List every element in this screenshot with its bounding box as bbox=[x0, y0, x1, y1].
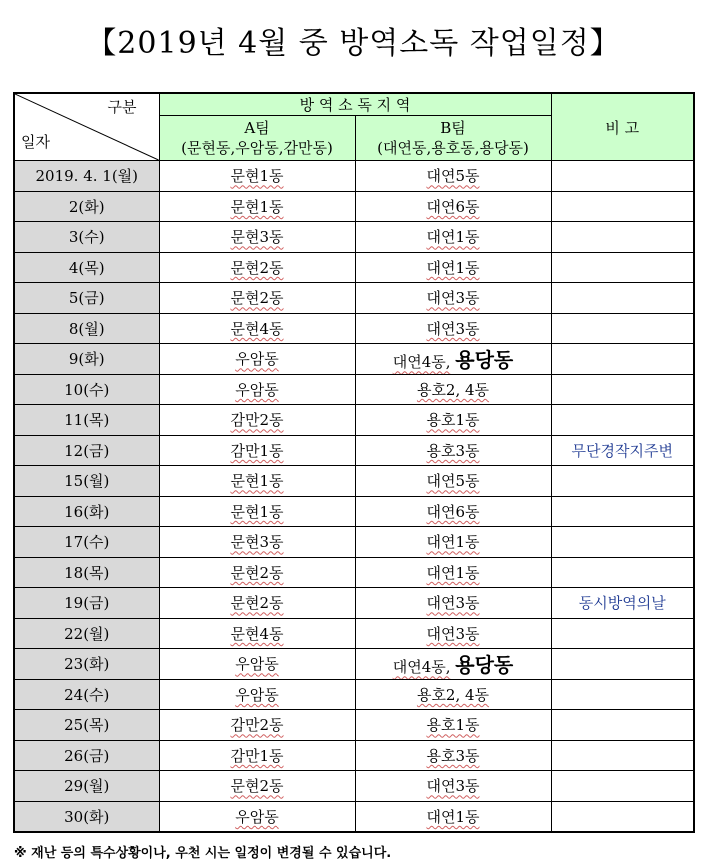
remarks-cell bbox=[551, 313, 694, 344]
team-a-area: 문현1동 bbox=[230, 472, 284, 491]
team-b-area: 대연3동 bbox=[426, 319, 480, 338]
team-a-cell bbox=[159, 222, 355, 253]
date-cell: 25(목) bbox=[14, 710, 159, 741]
team-a-cell bbox=[159, 527, 355, 558]
team-b-area: 용호2, 4동 bbox=[416, 380, 490, 399]
team-a-cell bbox=[159, 740, 355, 771]
table-row bbox=[14, 466, 694, 497]
team-b-cell bbox=[355, 710, 551, 741]
team-a-area: 문현2동 bbox=[230, 594, 284, 613]
table-row bbox=[14, 313, 694, 344]
date-cell: 10(수) bbox=[14, 374, 159, 405]
team-a-cell bbox=[159, 801, 355, 832]
date-cell: 15(월) bbox=[14, 466, 159, 497]
team-b-areas: (대연동,용호동,용당동) bbox=[377, 138, 529, 157]
team-b-area: 용호1동 bbox=[426, 411, 480, 430]
team-b-area: 대연6동 bbox=[426, 502, 480, 521]
team-a-cell bbox=[159, 679, 355, 710]
table-row bbox=[14, 588, 694, 619]
team-b-area: 용호1동 bbox=[426, 716, 480, 735]
date-cell: 2(화) bbox=[14, 191, 159, 222]
table-row bbox=[14, 161, 694, 192]
team-b-cell bbox=[355, 588, 551, 619]
table-row bbox=[14, 191, 694, 222]
team-b-area: 대연3동 bbox=[426, 289, 480, 308]
team-b-cell bbox=[355, 313, 551, 344]
team-a-cell bbox=[159, 496, 355, 527]
table-row bbox=[14, 710, 694, 741]
table-row bbox=[14, 557, 694, 588]
team-b-cell bbox=[355, 191, 551, 222]
team-a-area: 감만1동 bbox=[230, 746, 284, 765]
team-b-cell bbox=[355, 466, 551, 497]
team-a-cell bbox=[159, 435, 355, 466]
team-a-cell bbox=[159, 374, 355, 405]
team-b-cell bbox=[355, 771, 551, 802]
team-a-area: 감만2동 bbox=[230, 411, 284, 430]
remarks-cell bbox=[551, 496, 694, 527]
schedule-table-body bbox=[14, 93, 694, 832]
team-b-cell bbox=[355, 740, 551, 771]
remarks-cell bbox=[551, 557, 694, 588]
team-b-area: 대연1동 bbox=[426, 563, 480, 582]
team-b-area: 대연6동 bbox=[426, 197, 480, 216]
header-team-b bbox=[355, 116, 551, 161]
date-cell: 5(금) bbox=[14, 283, 159, 314]
schedule-table bbox=[13, 92, 695, 833]
team-b-area: 용호2, 4동 bbox=[416, 685, 490, 704]
date-cell: 8(월) bbox=[14, 313, 159, 344]
date-cell: 19(금) bbox=[14, 588, 159, 619]
team-b-cell bbox=[355, 649, 551, 680]
table-row bbox=[14, 801, 694, 832]
team-b-cell bbox=[355, 679, 551, 710]
team-a-cell bbox=[159, 344, 355, 375]
team-a-area: 문현1동 bbox=[230, 167, 284, 186]
page-title: 【2019년 4월 중 방역소독 작업일정】 bbox=[86, 26, 621, 61]
team-b-area: 대연5동 bbox=[426, 167, 480, 186]
remarks-cell: 동시방역의날 bbox=[551, 588, 694, 619]
date-cell: 23(화) bbox=[14, 649, 159, 680]
team-b-area: 대연1동 bbox=[426, 258, 480, 277]
header-team-a bbox=[159, 116, 355, 161]
team-b-cell bbox=[355, 435, 551, 466]
table-row bbox=[14, 618, 694, 649]
remarks-cell bbox=[551, 405, 694, 436]
team-a-area: 문현2동 bbox=[230, 777, 284, 796]
team-a-area: 우암동 bbox=[235, 655, 279, 674]
remarks-cell bbox=[551, 161, 694, 192]
remarks-cell bbox=[551, 374, 694, 405]
table-row bbox=[14, 344, 694, 375]
team-b-area: 용호3동 bbox=[426, 441, 480, 460]
table-row bbox=[14, 405, 694, 436]
remarks-cell bbox=[551, 771, 694, 802]
table-row bbox=[14, 496, 694, 527]
date-cell: 12(금) bbox=[14, 435, 159, 466]
team-b-name: B팀 bbox=[440, 118, 466, 137]
date-cell: 24(수) bbox=[14, 679, 159, 710]
table-row bbox=[14, 222, 694, 253]
team-b-area: 대연3동 bbox=[426, 624, 480, 643]
table-row bbox=[14, 527, 694, 558]
team-a-area: 감만1동 bbox=[230, 441, 284, 460]
team-a-area: 우암동 bbox=[235, 380, 279, 399]
date-cell: 16(화) bbox=[14, 496, 159, 527]
team-b-cell bbox=[355, 222, 551, 253]
team-a-area: 우암동 bbox=[235, 807, 279, 826]
remarks-cell bbox=[551, 679, 694, 710]
team-b-area: 용호3동 bbox=[426, 746, 480, 765]
team-b-cell bbox=[355, 618, 551, 649]
date-cell: 18(목) bbox=[14, 557, 159, 588]
team-b-area-extra: 용당동 bbox=[455, 348, 514, 373]
team-a-name: A팀 bbox=[244, 118, 270, 137]
header-diagonal-cell bbox=[14, 93, 159, 161]
remarks-cell bbox=[551, 740, 694, 771]
team-b-cell bbox=[355, 252, 551, 283]
team-b-cell bbox=[355, 496, 551, 527]
remarks-cell bbox=[551, 618, 694, 649]
team-a-area: 문현2동 bbox=[230, 258, 284, 277]
table-row bbox=[14, 740, 694, 771]
header-date: 일자 bbox=[21, 133, 50, 151]
table-row bbox=[14, 252, 694, 283]
team-b-area: 대연4동, bbox=[392, 353, 451, 372]
header-category: 구분 bbox=[107, 98, 137, 116]
date-cell: 2019. 4. 1(월) bbox=[14, 161, 159, 192]
remarks-cell bbox=[551, 649, 694, 680]
table-row bbox=[14, 374, 694, 405]
team-a-cell bbox=[159, 649, 355, 680]
team-a-area: 감만2동 bbox=[230, 716, 284, 735]
team-b-area-extra: 용당동 bbox=[455, 653, 514, 678]
team-b-cell bbox=[355, 344, 551, 375]
team-b-cell bbox=[355, 405, 551, 436]
team-a-area: 우암동 bbox=[235, 350, 279, 369]
header-remarks: 비 고 bbox=[551, 93, 694, 161]
table-row bbox=[14, 435, 694, 466]
header-row-top bbox=[14, 93, 694, 116]
team-a-cell bbox=[159, 771, 355, 802]
remarks-cell bbox=[551, 527, 694, 558]
team-a-area: 문현2동 bbox=[230, 563, 284, 582]
team-b-area: 대연1동 bbox=[426, 807, 480, 826]
remarks-cell bbox=[551, 466, 694, 497]
table-row bbox=[14, 649, 694, 680]
footnote: ※ 재난 등의 특수상황이나, 우천 시는 일정이 변경될 수 있습니다. bbox=[14, 846, 392, 861]
team-b-area: 대연1동 bbox=[426, 228, 480, 247]
team-b-area: 대연5동 bbox=[426, 472, 480, 491]
team-a-cell bbox=[159, 191, 355, 222]
date-cell: 11(목) bbox=[14, 405, 159, 436]
remarks-cell bbox=[551, 191, 694, 222]
team-a-area: 문현3동 bbox=[230, 228, 284, 247]
date-cell: 30(화) bbox=[14, 801, 159, 832]
team-a-cell bbox=[159, 588, 355, 619]
date-cell: 3(수) bbox=[14, 222, 159, 253]
team-a-cell bbox=[159, 710, 355, 741]
team-b-cell bbox=[355, 374, 551, 405]
date-cell: 26(금) bbox=[14, 740, 159, 771]
team-a-area: 문현4동 bbox=[230, 319, 284, 338]
team-a-area: 우암동 bbox=[235, 685, 279, 704]
date-cell: 22(월) bbox=[14, 618, 159, 649]
team-b-area: 대연4동, bbox=[392, 658, 451, 677]
team-b-cell bbox=[355, 557, 551, 588]
team-a-cell bbox=[159, 618, 355, 649]
team-b-cell bbox=[355, 161, 551, 192]
table-row bbox=[14, 771, 694, 802]
team-b-cell bbox=[355, 527, 551, 558]
remarks-cell bbox=[551, 252, 694, 283]
team-a-cell bbox=[159, 466, 355, 497]
team-a-cell bbox=[159, 161, 355, 192]
team-b-area: 대연3동 bbox=[426, 777, 480, 796]
date-cell: 9(화) bbox=[14, 344, 159, 375]
date-cell: 29(월) bbox=[14, 771, 159, 802]
team-b-area: 대연1동 bbox=[426, 533, 480, 552]
team-b-cell bbox=[355, 283, 551, 314]
team-b-cell bbox=[355, 801, 551, 832]
date-cell: 17(수) bbox=[14, 527, 159, 558]
remarks-cell bbox=[551, 283, 694, 314]
remarks-cell bbox=[551, 801, 694, 832]
table-row bbox=[14, 283, 694, 314]
table-row bbox=[14, 679, 694, 710]
team-b-area: 대연3동 bbox=[426, 594, 480, 613]
team-a-cell bbox=[159, 405, 355, 436]
team-a-area: 문현2동 bbox=[230, 289, 284, 308]
team-a-area: 문현3동 bbox=[230, 533, 284, 552]
team-a-area: 문현1동 bbox=[230, 197, 284, 216]
team-a-cell bbox=[159, 557, 355, 588]
team-a-area: 문현4동 bbox=[230, 624, 284, 643]
header-area: 방 역 소 독 지 역 bbox=[159, 93, 551, 116]
team-a-cell bbox=[159, 252, 355, 283]
date-cell: 4(목) bbox=[14, 252, 159, 283]
remarks-cell: 무단경작지주변 bbox=[551, 435, 694, 466]
remarks-cell bbox=[551, 344, 694, 375]
team-a-cell bbox=[159, 283, 355, 314]
remarks-cell bbox=[551, 710, 694, 741]
team-a-area: 문현1동 bbox=[230, 502, 284, 521]
team-a-areas: (문현동,우암동,감만동) bbox=[181, 138, 333, 157]
remarks-cell bbox=[551, 222, 694, 253]
team-a-cell bbox=[159, 313, 355, 344]
